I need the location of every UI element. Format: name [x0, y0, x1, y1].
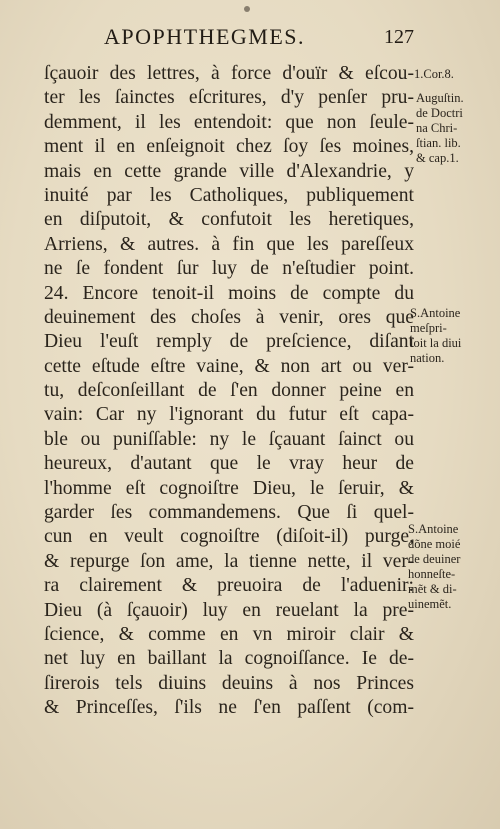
text-line: ble ou puniſſable: ny le ſçauant ſainct ou: [44, 428, 414, 450]
body-text: [44, 62, 414, 721]
text-line: 24. Encore tenoit-il moins de compte du: [44, 282, 414, 304]
text-line: cun en veult cognoiſtre (diſoit-il) purge,: [44, 526, 414, 548]
text-line: deuinement des choſes à venir, ores que: [44, 306, 414, 328]
page-number: 127: [384, 26, 414, 48]
text-line: l'homme eſt cognoiſtre Dieu, le ſeruir, &: [44, 477, 414, 499]
text-line: ra clairement & preuoira de l'aduenir:: [44, 575, 414, 597]
text-line: ſçauoir des lettres, à force d'ouïr & eſcou-: [44, 63, 414, 84]
text-line: en diſputoit, & confutoit les heretiques,: [44, 209, 414, 231]
text-line: mais en cette grande ville d'Alexandrie, y: [44, 160, 414, 182]
text-line: & repurge ſon ame, la tienne nette, il ver-: [44, 550, 414, 572]
text-line: ſirerois tels diuins deuins à nos Princes: [44, 672, 414, 694]
page-header: [104, 24, 414, 54]
text-line: net luy en baillant la cognoiſſance. Ie de-: [44, 648, 414, 670]
margin-note-divination: S.Antoine meſpri- ſoit la diui nation.: [410, 306, 462, 365]
text-line: heureux, d'autant que le vray heur de: [44, 453, 414, 475]
margin-note-augustin: Auguſtin. de Doctri na Chri- ſtian. lib. & cap.1.: [416, 91, 464, 165]
text-line: garder ſes commandemens. Que ſi quel-: [44, 502, 414, 524]
text-line: Dieu (à ſçauoir) luy en reuelant la pre-: [44, 599, 414, 621]
running-title: APOPHTHEGMES.: [104, 24, 306, 49]
text-line: inuité par les Catholiques, publiquement: [44, 184, 414, 206]
text-line: ne ſe fondent ſur luy de n'eſtudier point.: [44, 258, 414, 280]
text-line: cette eſtude eſtre vaine, & non art ou ver-: [44, 355, 414, 377]
text-line: tu, deſconſeillant de ſ'en donner peine en: [44, 380, 414, 402]
text-line: ter les ſainctes eſcritures, d'y penſer pru-: [44, 87, 414, 109]
text-line: Dieu l'euſt remply de preſcience, diſant: [44, 331, 414, 353]
text-line: vain: Car ny l'ignorant du futur eſt capa-: [44, 404, 414, 426]
ornament-mark: [244, 6, 250, 12]
margin-note-citation: 1.Cor.8.: [414, 67, 454, 81]
text-line: demment, il les entendoit: que non ſeule-: [44, 111, 414, 133]
text-line: Arriens, & autres. à fin que les pareſſeux: [44, 233, 414, 255]
text-line: ment il en enſeignoit chez ſoy ſes moines,: [44, 136, 414, 158]
margin-note-honest-divining: S.Antoine dõne moié de deuiner honneſte- mẽt & di- uinemẽt.: [408, 522, 461, 611]
text-line: ſcience, & comme en vn miroir clair &: [44, 623, 414, 645]
text-line: & Princeſſes, ſ'ils ne ſ'en paſſent (com-: [44, 697, 414, 719]
